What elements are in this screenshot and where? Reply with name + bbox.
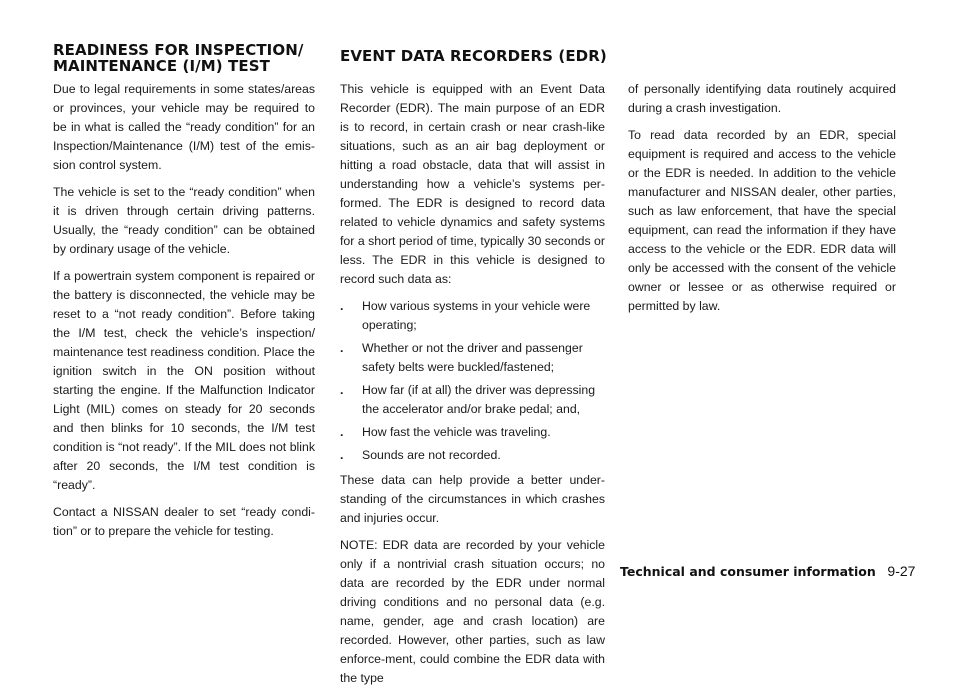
- paragraph: These data can help provide a better under-standing of the circumstances in which crashes and injuries occur.: [340, 473, 605, 525]
- paragraph: of personally identifying data routinely acquired during a crash investigation.: [628, 82, 896, 115]
- column-left: [53, 80, 315, 549]
- paragraph: NOTE: EDR data are recorded by your vehicle only if a nontrivial crash situation occurs; no data are recorded by the EDR under normal driving conditions and no personal data (e.g. name, gender, age and crash location) are recorded. However, other parties, such as law enforce-ment, could combine the EDR data with the type: [340, 538, 605, 685]
- list-item-text: Whether or not the driver and passenger safety belts were buckled/fastened;: [362, 341, 583, 374]
- section-heading-edr: EVENT DATA RECORDERS (EDR): [340, 47, 607, 65]
- paragraph: Due to legal requirements in some states/areas or provinces, your vehicle may be required to be in what is called the “ready condition” for an Inspection/Maintenance (I/M) test of the emis-sion control system.: [53, 82, 315, 172]
- list-item-text: How fast the vehicle was traveling.: [362, 425, 551, 439]
- list-item-text: Sounds are not recorded.: [362, 448, 501, 462]
- bullet-icon: .: [340, 299, 344, 313]
- paragraph: This vehicle is equipped with an Event Data Recorder (EDR). The main purpose of an EDR is to record, in certain crash or near crash-like situations, such as an air bag deployment or hitting a road obstacle, data that will assist in understanding how a vehicle’s systems per-formed. The EDR is designed to record data related to vehicle dynamics and safety systems for a short period of time, typically 30 seconds or less. The EDR in this vehicle is designed to record such data as:: [340, 82, 605, 286]
- edr-data-list: [340, 297, 605, 465]
- column-middle: [340, 80, 605, 696]
- list-item-text: How far (if at all) the driver was depressing the accelerator and/or brake pedal; and,: [362, 383, 596, 416]
- list-item: [340, 423, 605, 442]
- footer-section-title: Technical and consumer information: [620, 564, 876, 579]
- list-item-text: How various systems in your vehicle were operating;: [362, 299, 591, 332]
- page-number: 9-27: [887, 563, 916, 579]
- section-heading-im-test: READINESS FOR INSPECTION/ MAINTENANCE (I/M) TEST: [53, 41, 304, 75]
- list-item: [340, 339, 605, 377]
- list-item: [340, 446, 605, 465]
- bullet-icon: .: [340, 425, 344, 439]
- paragraph: To read data recorded by an EDR, special equipment is required and access to the vehicle or the EDR is needed. In addition to the vehicle manufacturer and NISSAN dealer, other parties, such as law enforcement, that have the special equipment, can read the information if they have access to the vehicle or the EDR. EDR data will only be accessed with the consent of the vehicle owner or lessee or as otherwise required or permitted by law.: [628, 128, 896, 313]
- paragraph: Contact a NISSAN dealer to set “ready condi-tion” or to prepare the vehicle for testing.: [53, 505, 315, 538]
- bullet-icon: .: [340, 341, 344, 355]
- bullet-icon: .: [340, 383, 344, 397]
- bullet-icon: .: [340, 448, 344, 462]
- column-right: [628, 80, 896, 324]
- paragraph: The vehicle is set to the “ready condition” when it is driven through certain driving patterns. Usually, the “ready condition” can be obtained by ordinary usage of the vehicle.: [53, 185, 315, 256]
- page-footer: [620, 563, 916, 579]
- list-item: [340, 297, 605, 335]
- list-item: [340, 381, 605, 419]
- paragraph: If a powertrain system component is repaired or the battery is disconnected, the vehicle may be reset to a “not ready condition”. Before taking the I/M test, check the vehicle’s inspection/ maintenance test readiness condition. Place the ignition switch in the ON position without starting the engine. If the Malfunction Indicator Light (MIL) comes on steady for 20 seconds and then blinks for 10 seconds, the I/M test condition is “not ready”. If the MIL does not blink after 20 seconds, the I/M test condition is “ready”.: [53, 269, 315, 492]
